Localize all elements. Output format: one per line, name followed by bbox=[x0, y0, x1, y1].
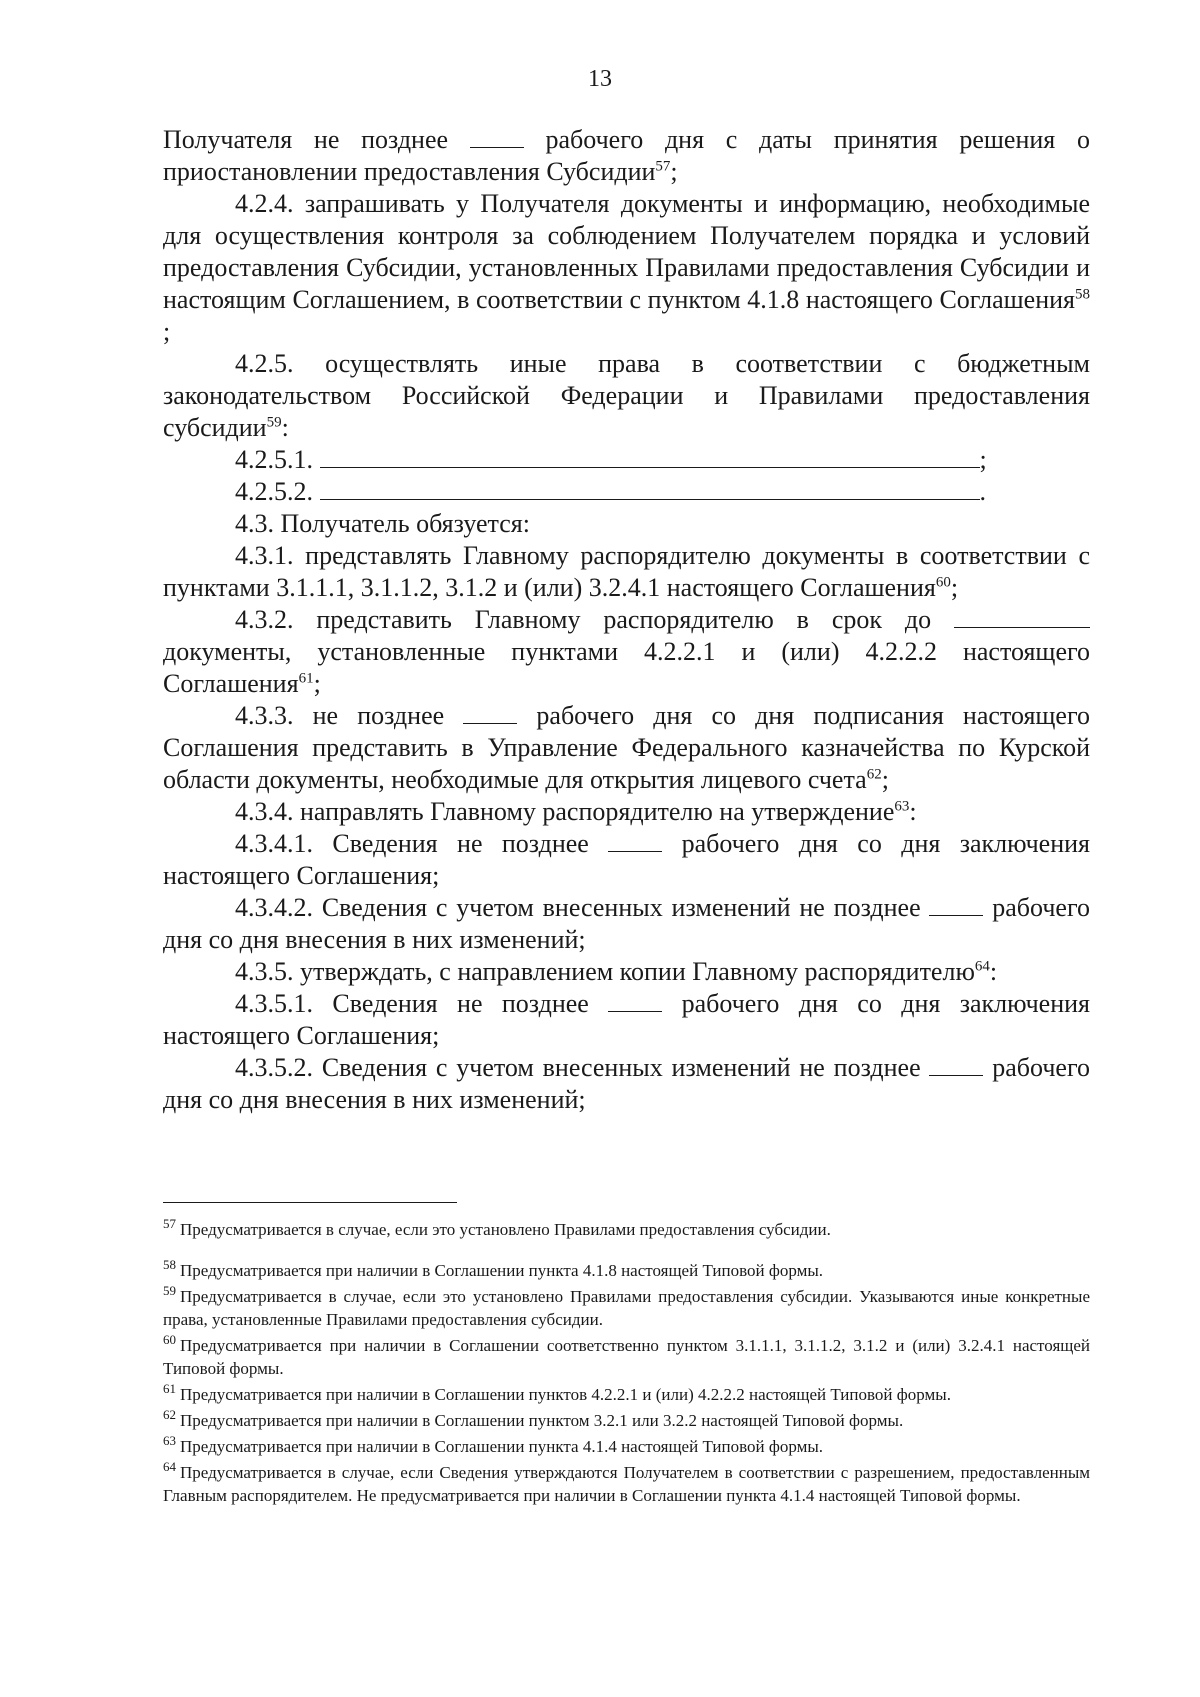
footnote-separator bbox=[163, 1202, 457, 1203]
footnote-text: Предусматривается при наличии в Соглашении пунктов 4.2.2.1 и (или) 4.2.2.2 настоящей Типовой формы. bbox=[180, 1385, 951, 1404]
paragraph-text: 4.3.4. направлять Главному распорядителю на утверждение bbox=[235, 797, 895, 826]
paragraph-1 bbox=[163, 124, 1090, 188]
fill-in-blank bbox=[470, 125, 524, 148]
paragraph-4-2-5 bbox=[163, 348, 1090, 444]
footnote-58 bbox=[163, 1259, 1090, 1282]
paragraph-4-3-5-1 bbox=[163, 988, 1090, 1052]
footnote-ref: 57 bbox=[655, 158, 671, 175]
footnote-61 bbox=[163, 1383, 1090, 1406]
footnote-ref: 58 bbox=[1075, 286, 1090, 303]
footnote-number: 57 bbox=[163, 1216, 176, 1232]
paragraph-text: 4.3.4.1. Сведения не позднее bbox=[235, 829, 609, 858]
fill-in-blank bbox=[320, 477, 980, 500]
footnote-text: Предусматривается в случае, если Сведения утверждаются Получателем в соответствии с разрешением, предоставленным Главным распорядителем. Не предусматривается при наличии в Соглашении пункта 4.1.4 настоящей Типовой формы. bbox=[163, 1463, 1090, 1505]
paragraph-text: рабочего дня со дня внесения в них изменений; bbox=[163, 1053, 1090, 1114]
paragraph-4-2-5-2 bbox=[163, 476, 1090, 508]
paragraph-text: ; bbox=[881, 765, 889, 794]
paragraph-text: рабочего дня со дня заключения настоящего Соглашения; bbox=[163, 829, 1090, 890]
paragraph-text: ; bbox=[670, 157, 678, 186]
paragraph-text: 4.3.5.1. Сведения не позднее bbox=[235, 989, 609, 1018]
paragraph-text: рабочего дня со дня внесения в них изменений; bbox=[163, 893, 1090, 954]
paragraph-text: 4.3.1. представлять Главному распорядителю документы в соответствии с пунктами 3.1.1.1, 3.1.1.2, 3.1.2 и (или) 3.2.4.1 настоящего Соглашения bbox=[163, 541, 1090, 602]
paragraph-4-3-4 bbox=[163, 796, 1090, 828]
footnote-59 bbox=[163, 1285, 1090, 1331]
paragraph-4-3-4-1 bbox=[163, 828, 1090, 892]
footnote-ref: 63 bbox=[894, 798, 910, 815]
paragraph-text: : bbox=[909, 797, 917, 826]
paragraph-text: 4.2.5.2. bbox=[235, 477, 320, 506]
fill-in-blank bbox=[929, 893, 983, 916]
paragraph-text: 4.2.5.1. bbox=[235, 445, 320, 474]
paragraph-text: 4.3.2. представить Главному распорядителю в срок до bbox=[235, 605, 954, 634]
paragraph-text: ; bbox=[163, 317, 171, 346]
paragraph-4-3-2 bbox=[163, 604, 1090, 700]
footnote-text: Предусматривается при наличии в Соглашении пункта 4.1.8 настоящей Типовой формы. bbox=[180, 1261, 824, 1280]
paragraph-text: Получателя не позднее bbox=[163, 125, 470, 154]
paragraph-text: рабочего дня с даты принятия решения о приостановлении предоставления Субсидии bbox=[163, 125, 1090, 186]
page-number: 13 bbox=[588, 66, 612, 92]
footnote-ref: 59 bbox=[266, 414, 282, 431]
footnote-63 bbox=[163, 1435, 1090, 1458]
footnote-text: Предусматривается при наличии в Соглашении пункта 4.1.4 настоящей Типовой формы. bbox=[180, 1437, 824, 1456]
footnote-ref: 61 bbox=[298, 670, 314, 687]
fill-in-blank bbox=[929, 1053, 983, 1076]
paragraph-4-3 bbox=[163, 508, 1090, 540]
footnote-number: 60 bbox=[163, 1332, 176, 1348]
paragraph-text: ; bbox=[313, 669, 321, 698]
paragraph-4-2-5-1 bbox=[163, 444, 1090, 476]
paragraph-text: : bbox=[281, 413, 289, 442]
document-body bbox=[163, 124, 1090, 1116]
footnote-57 bbox=[163, 1218, 1090, 1241]
fill-in-blank bbox=[954, 605, 1090, 628]
fill-in-blank bbox=[608, 829, 662, 852]
footnote-text: Предусматривается при наличии в Соглашении пунктом 3.2.1 или 3.2.2 настоящей Типовой формы. bbox=[180, 1411, 904, 1430]
footnote-64 bbox=[163, 1461, 1090, 1507]
footnote-number: 58 bbox=[163, 1257, 176, 1273]
paragraph-text: : bbox=[989, 957, 998, 986]
fill-in-blank bbox=[320, 445, 980, 468]
paragraph-4-3-1 bbox=[163, 540, 1090, 604]
paragraph-text: рабочего дня со дня подписания настоящего Соглашения представить в Управление Федерального казначейства по Курской области документы, необходимые для открытия лицевого счета bbox=[163, 701, 1090, 794]
paragraph-text: рабочего дня со дня заключения настоящего Соглашения; bbox=[163, 989, 1090, 1050]
footnotes bbox=[163, 1218, 1090, 1510]
paragraph-4-3-5-2 bbox=[163, 1052, 1090, 1116]
footnote-60 bbox=[163, 1334, 1090, 1380]
footnote-text: Предусматривается при наличии в Соглашении соответственно пунктом 3.1.1.1, 3.1.1.2, 3.1.2 и (или) 3.2.4.1 настоящей Типовой формы. bbox=[163, 1336, 1090, 1378]
footnote-number: 62 bbox=[163, 1407, 176, 1423]
paragraph-text: 4.2.5. осуществлять иные права в соответствии с бюджетным законодательством Российской Федерации и Правилами предоставления субсидии bbox=[163, 349, 1090, 442]
paragraph-4-3-5 bbox=[163, 956, 1090, 988]
footnote-ref: 64 bbox=[974, 958, 990, 975]
footnote-number: 63 bbox=[163, 1433, 176, 1449]
footnote-number: 59 bbox=[163, 1283, 176, 1299]
paragraph-text: 4.3.3. не позднее bbox=[235, 701, 464, 730]
paragraph-4-3-3 bbox=[163, 700, 1090, 796]
paragraph-text: документы, установленные пунктами 4.2.2.1 и (или) 4.2.2.2 настоящего Соглашения bbox=[163, 637, 1090, 698]
paragraph-text: ; bbox=[950, 573, 959, 602]
footnote-text: Предусматривается в случае, если это установлено Правилами предоставления субсидии. bbox=[180, 1220, 831, 1239]
paragraph-4-2-4 bbox=[163, 188, 1090, 348]
footnote-62 bbox=[163, 1409, 1090, 1432]
footnote-number: 64 bbox=[163, 1459, 176, 1475]
paragraph-text: 4.3.4.2. Сведения с учетом внесенных изменений не позднее bbox=[235, 893, 930, 922]
paragraph-text: 4.3.5. утверждать, с направлением копии Главному распорядителю bbox=[235, 957, 975, 986]
footnote-text: Предусматривается в случае, если это установлено Правилами предоставления субсидии. Указываются иные конкретные права, установленные Правилами предоставления субсидии. bbox=[163, 1287, 1090, 1329]
paragraph-text: 4.2.4. запрашивать у Получателя документы и информацию, необходимые для осуществления контроля за соблюдением Получателем порядка и условий предоставления Субсидии, установленных Правилами предоставления Субсидии и настоящим Соглашением, в соответствии с пунктом 4.1.8 настоящего Соглашения bbox=[163, 189, 1090, 314]
paragraph-text: . bbox=[979, 477, 986, 506]
paragraph-4-3-4-2 bbox=[163, 892, 1090, 956]
paragraph-text: 4.3. Получатель обязуется: bbox=[235, 509, 530, 538]
footnote-ref: 60 bbox=[935, 574, 951, 591]
footnote-number: 61 bbox=[163, 1381, 176, 1397]
fill-in-blank bbox=[463, 701, 517, 724]
paragraph-text: 4.3.5.2. Сведения с учетом внесенных изменений не позднее bbox=[235, 1053, 930, 1082]
footnote-ref: 62 bbox=[866, 766, 882, 783]
paragraph-text: ; bbox=[979, 445, 987, 474]
fill-in-blank bbox=[608, 989, 662, 1012]
